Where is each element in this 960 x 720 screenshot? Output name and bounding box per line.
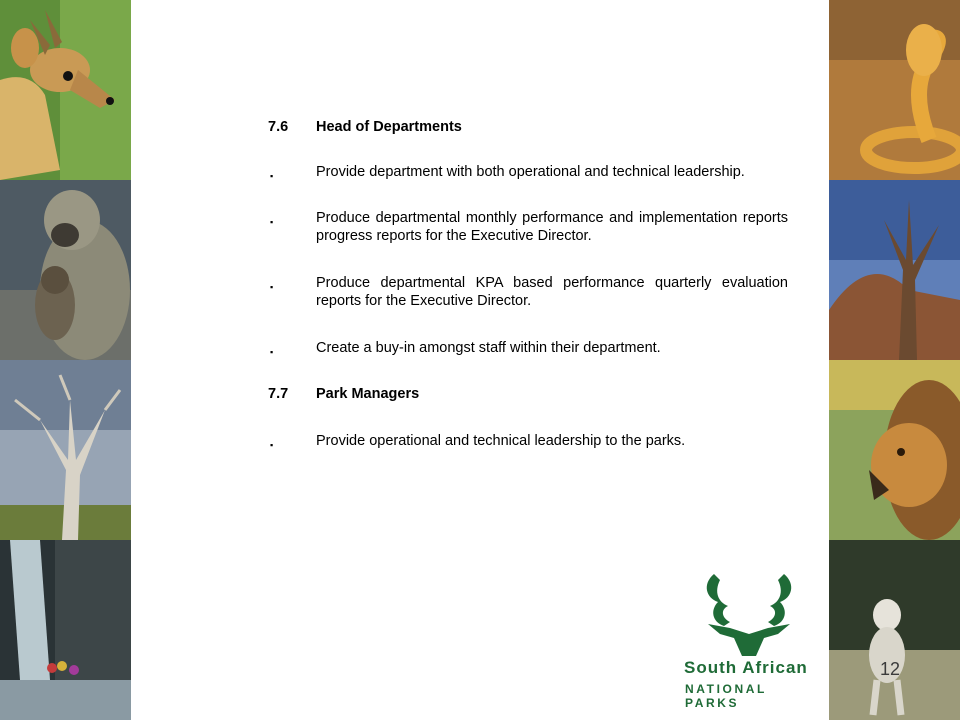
vervet-monkey-photo — [829, 540, 960, 720]
sanparks-logo — [684, 572, 814, 708]
section-title: Park Managers — [316, 386, 420, 402]
bullet-item — [268, 432, 788, 454]
bullet-icon: ▪ — [270, 440, 274, 450]
left-photo-strip — [0, 0, 131, 720]
bullet-icon: ▪ — [270, 171, 274, 181]
waterfall-photo — [0, 540, 131, 720]
bullet-icon: ▪ — [270, 282, 274, 292]
bullet-text: Create a buy-in amongst staff within their department. — [316, 340, 661, 356]
section-title: Head of Departments — [316, 119, 462, 135]
bullet-item — [268, 209, 788, 245]
bullet-item — [268, 163, 788, 185]
page-number: 12 — [880, 659, 901, 679]
right-photo-strip — [829, 0, 960, 720]
logo-line2: NATIONAL PARKS — [685, 682, 767, 710]
bullet-text: Produce departmental KPA based performance quarterly evaluation reports for the Executive Director. — [316, 275, 788, 309]
section-heading-7-6 — [268, 117, 788, 137]
cobra-photo — [829, 0, 960, 180]
bullet-icon: ▪ — [270, 217, 274, 227]
bullet-text: Provide department with both operational and technical leadership. — [316, 164, 745, 180]
bullet-text: Provide operational and technical leadership to the parks. — [316, 433, 686, 449]
section-number: 7.6 — [268, 119, 289, 135]
bullet-icon: ▪ — [270, 347, 274, 357]
bullet-item — [268, 339, 788, 361]
lion-photo — [829, 360, 960, 540]
baboon-photo — [0, 180, 131, 360]
quiver-tree-photo — [829, 180, 960, 360]
kudu-logo-icon — [684, 572, 814, 658]
logo-line1: South African — [684, 658, 808, 677]
section-number: 7.7 — [268, 386, 289, 402]
bullet-item — [268, 274, 788, 310]
dead-tree-photo — [0, 360, 131, 540]
antelope-photo — [0, 0, 131, 180]
section-heading-7-7 — [268, 384, 788, 404]
bullet-text: Produce departmental monthly performance and implementation reports progress reports for the Executive Director. — [316, 210, 788, 244]
